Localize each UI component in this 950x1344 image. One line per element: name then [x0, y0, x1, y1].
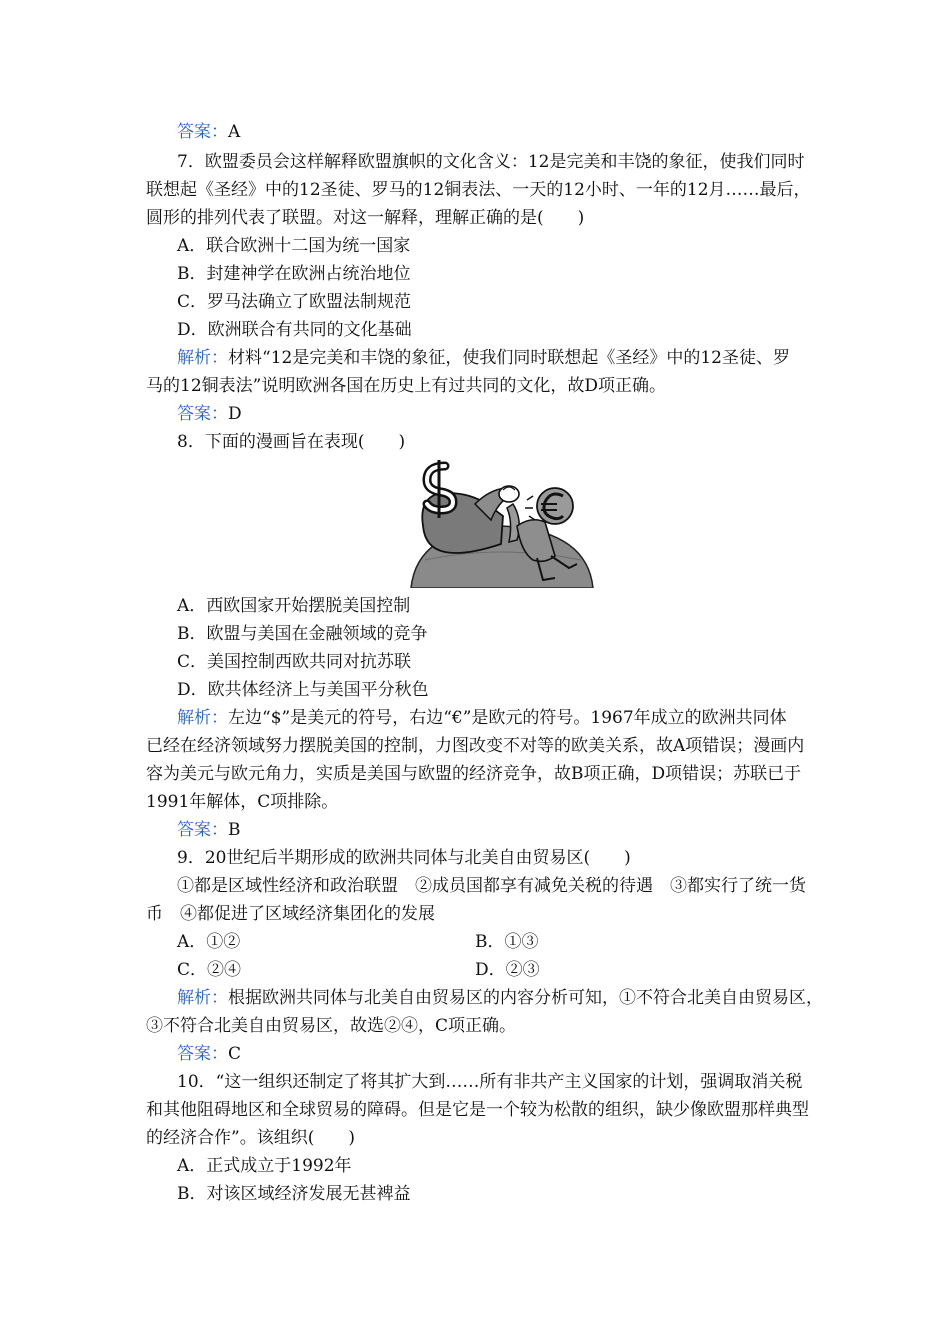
q8-analysis-line-3: 容为美元与欧元角力，实质是美国与欧盟的经济竞争，故B项正确，D项错误；苏联已于 [146, 764, 802, 784]
q7-stem-line-2: 联想起《圣经》中的12圣徒、罗马的12铜表法、一天的12小时、一年的12月……最后， [146, 180, 811, 200]
q8-analysis-line-4: 1991年解体，C项排除。 [146, 792, 339, 812]
q8-option-a: A．西欧国家开始摆脱美国控制 [177, 596, 411, 616]
analysis-text: 左边“$”是美元的符号，右边“€”是欧元的符号。1967年成立的欧洲共同体 [228, 708, 787, 728]
cartoon-dollar-euro-armwrestling [405, 460, 597, 588]
q9-analysis-line-1 [177, 984, 823, 1012]
q8-option-c: C．美国控制西欧共同对抗苏联 [177, 652, 412, 672]
q9-option-b: B．①③ [475, 932, 539, 952]
q7-analysis-line-1 [177, 344, 790, 372]
analysis-label: 解析： [177, 988, 228, 1008]
q9-stem: 9．20世纪后半期形成的欧洲共同体与北美自由贸易区( ) [177, 848, 631, 868]
q9-option-c: C．②④ [177, 960, 242, 980]
answer-label: 答案： [177, 1044, 228, 1064]
answer-value: D [228, 404, 242, 424]
q7-option-a: A．联合欧洲十二国为统一国家 [177, 236, 411, 256]
answer-value: A [228, 122, 241, 142]
q7-option-c: C．罗马法确立了欧盟法制规范 [177, 292, 412, 312]
q8-answer [177, 816, 241, 844]
q10-stem-line-1: 10．“这一组织还制定了将其扩大到……所有非共产主义国家的计划，强调取消关税 [177, 1072, 803, 1092]
q10-stem-line-2: 和其他阻碍地区和全球贸易的障碍。但是它是一个较为松散的组织，缺少像欧盟那样典型 [146, 1100, 809, 1120]
q9-analysis-line-2: ③不符合北美自由贸易区，故选②④，C项正确。 [146, 1016, 517, 1036]
answer-value: B [228, 820, 241, 840]
q9-option-a: A．①② [177, 932, 241, 952]
answer-value: C [228, 1044, 242, 1064]
q7-answer [177, 400, 242, 428]
q7-stem-line-1: 7．欧盟委员会这样解释欧盟旗帜的文化含义：12是完美和丰饶的象征，使我们同时 [177, 152, 805, 172]
q9-statements-line-2: 币 ④都促进了区域经济集团化的发展 [146, 904, 435, 924]
q7-analysis-line-2: 马的12铜表法”说明欧洲各国在历史上有过共同的文化，故D项正确。 [146, 376, 666, 396]
q9-option-d: D．②③ [475, 960, 540, 980]
analysis-text: 材料“12是完美和丰饶的象征，使我们同时联想起《圣经》中的12圣徒、罗 [228, 348, 790, 368]
q6-answer [177, 118, 240, 146]
q8-option-b: B．欧盟与美国在金融领域的竞争 [177, 624, 428, 644]
analysis-text: 根据欧洲共同体与北美自由贸易区的内容分析可知，①不符合北美自由贸易区， [228, 988, 823, 1008]
q8-analysis-line-1 [177, 704, 787, 732]
q8-analysis-line-2: 已经在经济领域努力摆脱美国的控制，力图改变不对等的欧美关系，故A项错误；漫画内 [146, 736, 805, 756]
answer-label: 答案： [177, 122, 228, 142]
analysis-label: 解析： [177, 708, 228, 728]
q8-stem: 8．下面的漫画旨在表现( ) [177, 432, 406, 452]
q10-option-b: B．对该区域经济发展无甚裨益 [177, 1184, 411, 1204]
q7-stem-line-3: 圆形的排列代表了联盟。对这一解释，理解正确的是( ) [146, 208, 585, 228]
q8-option-d: D．欧共体经济上与美国平分秋色 [177, 680, 429, 700]
q9-answer [177, 1040, 241, 1068]
answer-label: 答案： [177, 820, 228, 840]
q7-option-d: D．欧洲联合有共同的文化基础 [177, 320, 412, 340]
q10-stem-line-3: 的经济合作”。该组织( ) [146, 1128, 355, 1148]
analysis-label: 解析： [177, 348, 228, 368]
q7-option-b: B．封建神学在欧洲占统治地位 [177, 264, 411, 284]
q10-option-a: A．正式成立于1992年 [177, 1156, 352, 1176]
q9-statements-line-1: ①都是区域性经济和政治联盟 ②成员国都享有减免关税的待遇 ③都实行了统一货 [177, 876, 806, 896]
answer-label: 答案： [177, 404, 228, 424]
